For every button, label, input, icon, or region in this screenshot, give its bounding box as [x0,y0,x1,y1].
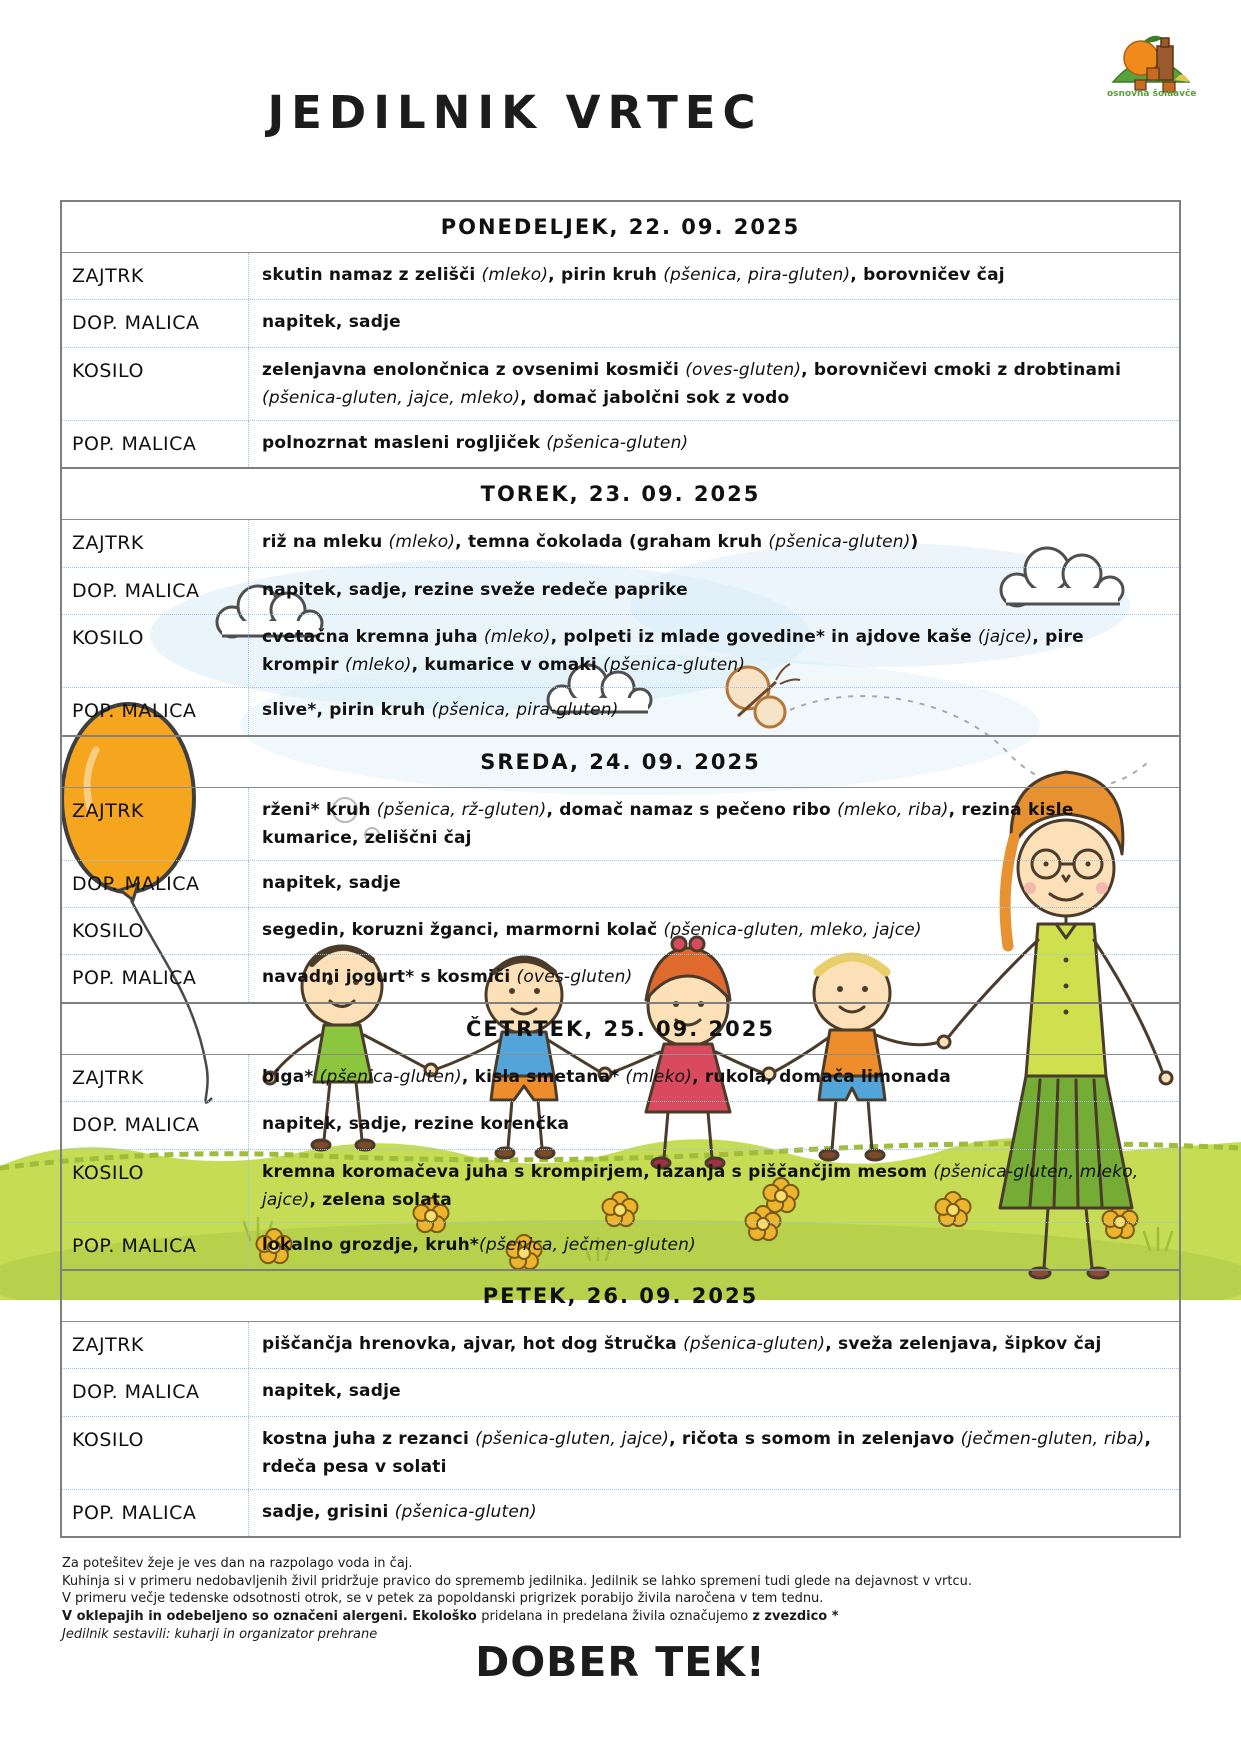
text-segment: (pšenica, rž-gluten) [376,799,547,820]
meal-label: DOP. MALICA [72,312,200,335]
text-segment: (oves-gluten) [685,359,802,380]
meal-content [248,788,1179,860]
text-segment: , kumarice v omaki [411,655,604,676]
meal-content [248,1369,1179,1415]
meal-row [62,520,1179,566]
meal-content [248,1055,1179,1101]
closing-greeting: DOBER TEK! [475,1638,766,1686]
meal-row [62,1489,1179,1536]
text-segment: (mleko) [388,532,456,553]
text-segment: (ječmen-gluten, riba) [960,1428,1145,1449]
meal-row [62,614,1179,687]
meal-content [248,520,1179,566]
page-title: JEDILNIK VRTEC [267,86,763,139]
text-segment: napitek, sadje, rezine sveže redeče paprike [262,579,688,600]
meal-content [248,908,1179,954]
meal-content [248,688,1179,734]
meal-row [62,1055,1179,1101]
meal-label: KOSILO [72,1428,144,1451]
meal-content [248,1150,1179,1222]
meal-label: KOSILO [72,920,144,943]
text-segment: zelenjavna enolončnica z ovsenimi kosmiči [262,359,686,380]
meal-row [62,1222,1179,1269]
text-segment: biga* [262,1066,320,1087]
meal-label: POP. MALICA [72,432,197,455]
meal-content [248,1102,1179,1148]
text-segment: piščančja hrenovka, ajvar, hot dog štručka [262,1334,684,1355]
meal-label: KOSILO [72,359,144,382]
meal-label: ZAJTRK [72,1334,144,1357]
meal-label: ZAJTRK [72,532,144,555]
text-segment: , ričota s somom in zelenjavo [669,1428,961,1449]
meal-row [62,567,1179,614]
text-segment: , pire krompir [262,627,1084,676]
text-segment: z zvezdico * [752,1608,839,1624]
text-segment: napitek, sadje [262,312,401,333]
meal-row [62,253,1179,299]
text-segment: (pšenica-gluten, jajce, mleko) [262,387,521,408]
meal-label: DOP. MALICA [72,872,200,895]
text-segment: V oklepajih in odebeljeno so označeni alergeni. Ekološko [62,1608,482,1624]
text-segment: , kisla smetana* [461,1066,626,1087]
meal-content [248,253,1179,299]
menu-table [60,200,1181,1538]
text-segment: kremna koromačeva juha s krompirjem, lazanja s piščančjim mesom [262,1161,934,1182]
text-segment: (pšenica-gluten, jajce) [475,1428,670,1449]
text-segment: (mleko) [481,265,549,285]
meal-row [62,907,1179,954]
meal-row [62,299,1179,346]
meal-content [248,615,1179,687]
meal-row [62,1322,1179,1368]
text-segment: (pšenica, pira-gluten) [431,700,619,721]
meal-row [62,788,1179,860]
day-block [62,469,1179,736]
text-segment: , temna čokolada (graham kruh [455,532,769,553]
day-header: PETEK, 26. 09. 2025 [62,1271,1179,1322]
day-block [62,737,1179,1004]
footer-note [62,1574,1177,1591]
text-segment: , borovničevi cmoki z drobtinami [801,359,1122,380]
meal-row [62,860,1179,907]
footer-note [62,1609,1177,1626]
text-segment: , pirin kruh [548,265,664,285]
text-segment: , borovničev čaj [850,265,1005,285]
meal-content [248,568,1179,614]
text-segment: , polpeti iz mlade govedine* in ajdove kaše [550,627,979,648]
meal-row [62,1101,1179,1148]
text-segment: Kuhinja si v primeru nedobavljenih živil pridržuje pravico do sprememb jedilnika. Jedilnik se lahko spremeni tudi glede na dejavnost v vrtcu. [62,1573,972,1589]
meal-row [62,954,1179,1001]
footer-notes [62,1556,1177,1644]
text-segment: , domač jabolčni sok z vodo [520,387,790,408]
meal-content [248,348,1179,420]
text-segment: (pšenica-gluten) [603,655,746,676]
meal-label: POP. MALICA [72,700,197,723]
day-block [62,1004,1179,1271]
text-segment: napitek, sadje, rezine korenčka [262,1114,570,1135]
meal-label: POP. MALICA [72,1501,197,1524]
meal-label: POP. MALICA [72,1234,197,1257]
text-segment: pridelana in predelana živila označujemo [481,1608,753,1624]
text-segment: navadni jogurt* s kosmiči [262,967,517,988]
text-segment: , rezina kisle kumarice, zeliščni čaj [262,799,1074,848]
meal-label: KOSILO [72,1161,144,1184]
meal-label: KOSILO [72,627,144,650]
meal-label: DOP. MALICA [72,1114,200,1137]
text-segment: sadje, grisini [262,1501,395,1522]
text-segment: lokalno grozdje, kruh* [262,1234,480,1255]
text-segment: (oves-gluten) [516,967,633,988]
day-block [62,202,1179,469]
text-segment: (mleko) [344,655,412,676]
text-segment: cvetačna kremna juha [262,627,484,648]
text-segment: (mleko, riba) [837,799,949,820]
meal-row [62,347,1179,420]
meal-label: ZAJTRK [72,1066,144,1089]
text-segment: napitek, sadje [262,1381,401,1402]
meal-label: ZAJTRK [72,265,144,287]
logo-house [1147,68,1159,80]
text-segment: napitek, sadje [262,872,401,893]
text-segment: V primeru večje tedenske odsotnosti otrok, se v petek za popoldanski prigrizek porabijo živila naročena v tem tednu. [62,1591,824,1607]
text-segment: , domač namaz s pečeno ribo [546,799,838,820]
day-block [62,1271,1179,1536]
text-segment: (pšenica-gluten) [546,432,689,453]
text-segment: (pšenica, pira-gluten) [663,265,851,285]
meal-content [248,1322,1179,1368]
meal-content [248,955,1179,1001]
text-segment: (pšenica-gluten) [683,1334,826,1355]
text-segment: , zelena solata [309,1189,452,1210]
logo-tower-top [1161,38,1169,47]
meal-row [62,1416,1179,1489]
meal-content [248,300,1179,346]
text-segment: (pšenica-gluten) [394,1501,537,1522]
logo-school-name-left: osnovna šola [1107,89,1174,99]
meal-content [248,861,1179,907]
meal-label: DOP. MALICA [72,1381,200,1404]
text-segment: (pšenica-gluten, mleko, jajce) [663,920,922,941]
meal-content [248,1417,1179,1489]
text-segment: (mleko) [625,1066,693,1087]
text-segment: , sveža zelenjava, šipkov čaj [825,1334,1102,1355]
meal-row [62,687,1179,734]
text-segment: , rdeča pesa v solati [262,1428,1152,1477]
text-segment: ) [910,532,919,553]
day-header: PONEDELJEK, 22. 09. 2025 [62,202,1179,253]
meal-label: ZAJTRK [72,799,144,822]
day-header: TOREK, 23. 09. 2025 [62,469,1179,520]
footer-note [62,1556,1177,1573]
logo-leaf [1143,36,1163,43]
logo-school-name-right: avče [1173,89,1197,99]
meal-row [62,420,1179,467]
text-segment: segedin, koruzni žganci, marmorni kolač [262,920,664,941]
meal-row [62,1149,1179,1222]
meal-content [248,1490,1179,1536]
text-segment: Jedilnik sestavili: kuharji in organizator prehrane [62,1626,378,1642]
text-segment: polnozrnat masleni rogljiček [262,432,547,453]
text-segment: rženi* kruh [262,799,377,820]
meal-content [248,1223,1179,1269]
meal-label: DOP. MALICA [72,579,200,602]
text-segment: skutin namaz z zelišči [262,265,482,285]
text-segment: (pšenica-gluten) [768,532,911,553]
text-segment: (pšenica-gluten) [319,1066,462,1087]
text-segment: Za potešitev žeje je ves dan na razpolago voda in čaj. [62,1556,413,1571]
day-header: ČETRTEK, 25. 09. 2025 [62,1004,1179,1055]
text-segment: (pšenica-gluten, mleko, jajce) [262,1161,1139,1210]
text-segment: kostna juha z rezanci [262,1428,476,1449]
day-header: SREDA, 24. 09. 2025 [62,737,1179,788]
text-segment: (mleko) [483,627,551,648]
text-segment: (pšenica, ječmen-gluten) [479,1234,696,1255]
footer-note [62,1591,1177,1608]
text-segment: riž na mleku [262,532,389,553]
text-segment: slive*, pirin kruh [262,700,432,721]
meal-label: POP. MALICA [72,967,197,990]
meal-row [62,1368,1179,1415]
text-segment: (jajce) [978,627,1033,648]
meal-content [248,421,1179,467]
text-segment: , rukola, domača limonada [692,1066,951,1087]
school-logo [1105,24,1197,104]
